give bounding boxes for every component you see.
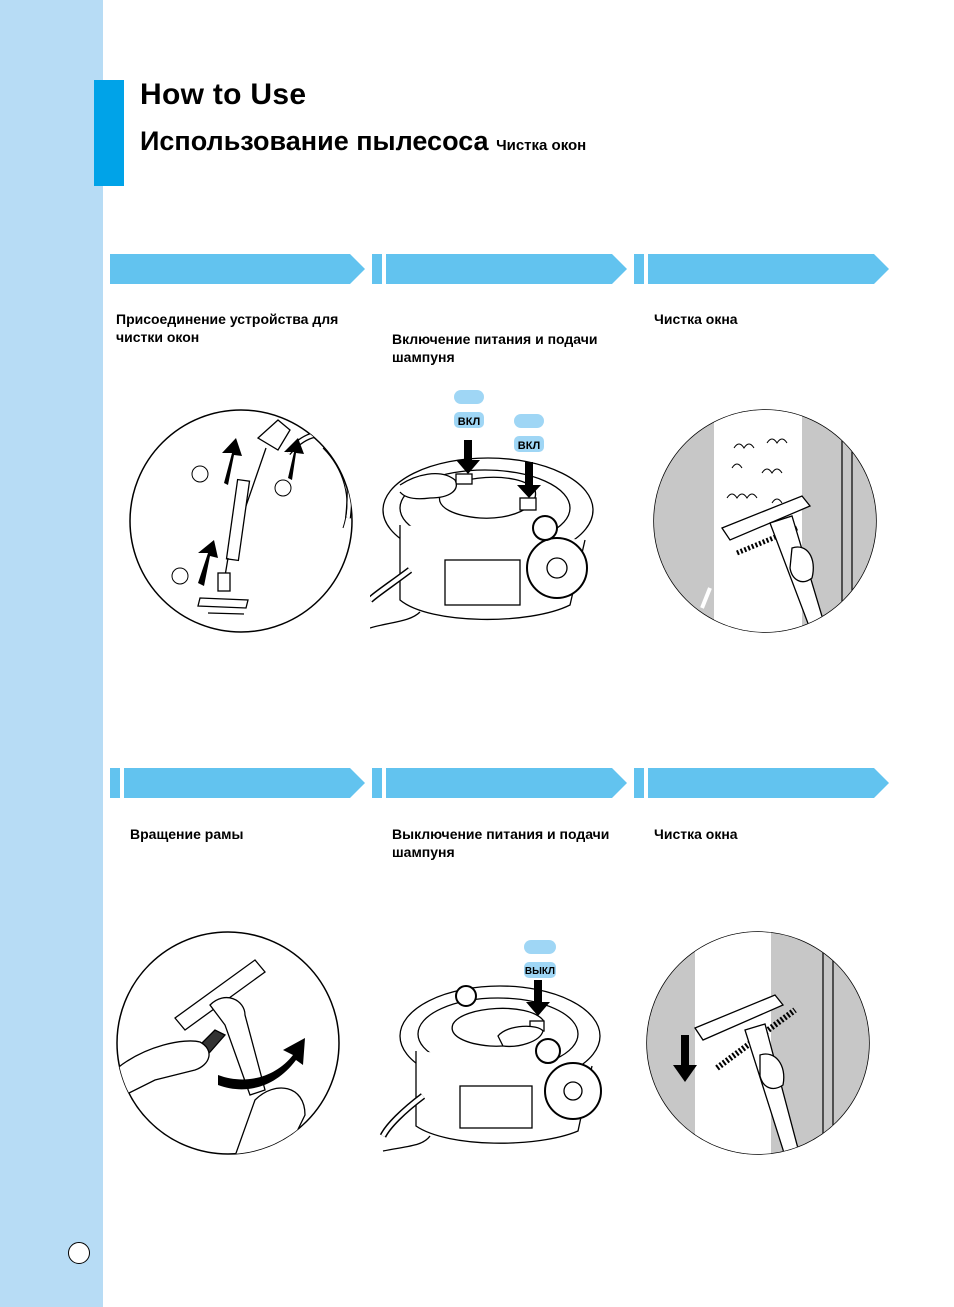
side-strip [0,0,103,1307]
illustration-attach-tool [128,408,354,634]
page-title-en: How to Use [140,78,307,111]
illustration-power-off [378,936,610,1161]
page-title-ru [140,126,586,157]
step-bar-6 [634,768,890,798]
illustration-power-on [370,390,610,640]
illustration-rotate-frame [115,930,341,1156]
label-on-2: ВКЛ [517,440,541,452]
step-bar-4 [110,768,366,798]
page-title-ru-main: Использование пылесоса [140,126,489,156]
page-title-ru-sub: Чистка окон [496,137,587,154]
step-3-caption: Чистка окна [654,311,738,327]
step-bar-3 [634,254,890,284]
illustration-clean-window-1 [652,408,878,634]
title-accent-block [94,80,124,186]
step-6-caption: Чистка окна [654,826,738,842]
step-1-caption: Присоединение устройства для чистки окон [116,311,339,345]
label-on-1: ВКЛ [457,416,481,428]
step-bar-1 [110,254,366,284]
step-5-caption: Выключение питания и подачи шампуня [392,826,610,860]
step-4-caption: Вращение рамы [130,826,244,842]
step-bar-2 [372,254,628,284]
page-number-circle [68,1242,90,1264]
step-2-caption: Включение питания и подачи шампуня [392,331,598,365]
step-bar-5 [372,768,628,798]
label-off: ВЫКЛ [524,966,556,977]
illustration-clean-window-2 [645,930,871,1156]
